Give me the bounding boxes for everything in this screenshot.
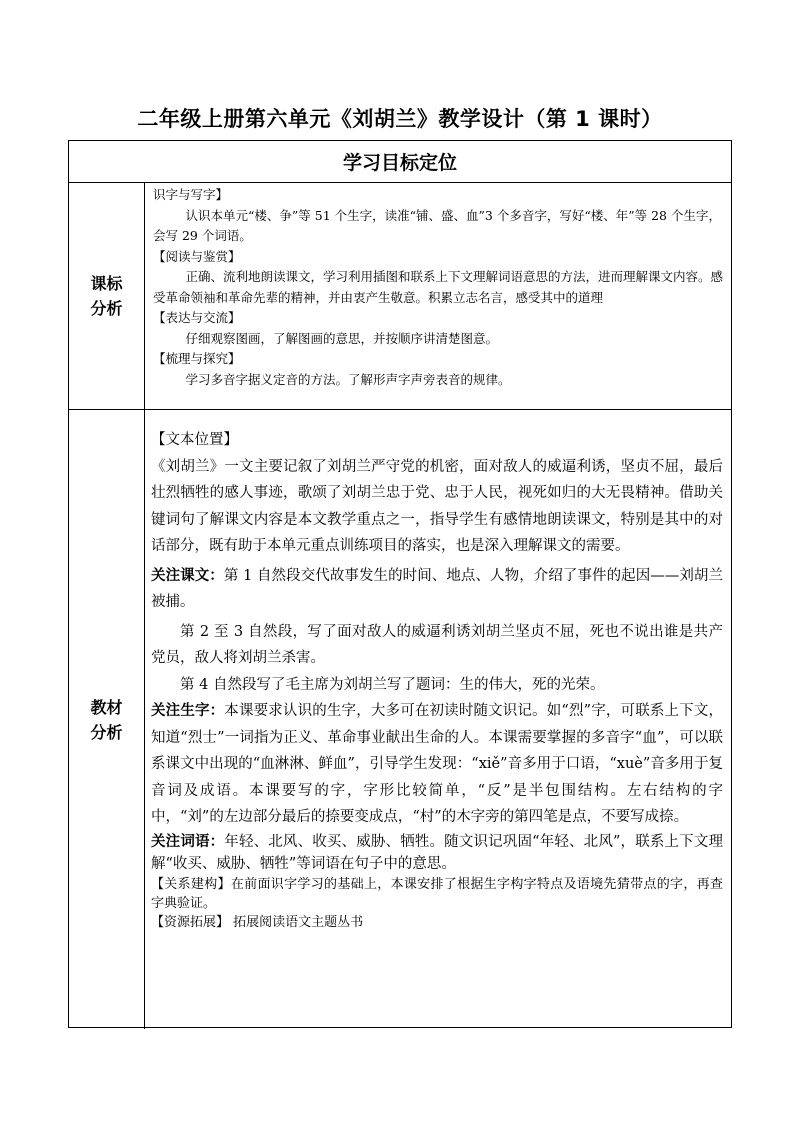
focus-text-paragraph: 关注课文：第 1 自然段交代故事发生的时间、地点、人物，介绍了事件的起因——刘胡兰被捕。 <box>151 567 723 610</box>
material-content-cell <box>145 410 731 1029</box>
reading-text: 正确、流利地朗读课文，学习利用插图和联系上下文理解词语意思的方法，进而理解课文内容。感受革命领袖和革命先辈的精神，并由衷产生敬意。积累立志名言，感受其中的道理 <box>153 269 724 305</box>
text-position-paragraph: 《刘胡兰》一文主要记叙了刘胡兰严守党的机密，面对敌人的威逼利诱，坚贞不屈，最后壮烈牺牲的感人事迹，歌颂了刘胡兰忠于党、忠于人民，视死如归的大无畏精神。借助关键词句了解课文内容是本文教学重点之一，指导学生有感情地朗读课文，特别是其中的对话部分，既有助于本单元重点训练项目的落实，也是深入理解课文的需要。 <box>151 458 723 554</box>
expression-text: 仔细观察图画，了解图画的意思，并按顺序讲清楚图意。 <box>185 330 499 346</box>
curriculum-label: 课标 分析 <box>90 274 123 318</box>
material-analysis-row <box>69 410 731 1029</box>
resource-paragraph: 【资源拓展】 拓展阅读语文主题丛书 <box>151 914 364 930</box>
document-title: 二年级上册第六单元《刘胡兰》教学设计（第 1 课时） <box>137 107 663 131</box>
curriculum-analysis-row <box>69 183 731 410</box>
inquiry-text: 学习多音字据义定音的方法。了解形声字声旁表音的规律。 <box>185 371 511 387</box>
curriculum-label-cell <box>69 183 145 409</box>
relation-paragraph: 【关系建构】在前面识字学习的基础上，本课安排了根据生字构字特点及语境先猜带点的字，再查字典验证。 <box>151 876 723 911</box>
expression-heading: 【表达与交流】 <box>153 310 241 325</box>
lesson-design-table <box>68 140 732 1028</box>
inquiry-heading: 【梳理与探究】 <box>153 351 241 366</box>
focus-chars-paragraph: 关注生字：本课要求认识的生字，大多可在初读时随文识记。如“烈”字，可联系上下文，知道“烈士”一词指为正义、革命事业献出生命的人。本课需要掌握的多音字“血”，可以联系课文中出现的“血淋淋、鲜血”，引导学生发现：“xiě”音多用于口语，“xuè”音多用于复音词及成语。本课要写的字，字形比较简单，“反”是半包围结构。左右结构的字中，“刘”的左边部分最后的捺要变成点，“村”的木字旁的第四笔是点，不要写成捺。 <box>151 703 724 825</box>
focus-text-paragraph-2: 第 2 至 3 自然段，写了面对敌人的威逼利诱刘胡兰坚贞不屈，死也不说出谁是共产党员，敌人将刘胡兰杀害。 <box>151 623 723 666</box>
curriculum-content-cell <box>145 183 731 409</box>
literacy-heading: 识字与写字】 <box>153 187 229 202</box>
material-label: 教材 分析 <box>90 697 123 742</box>
table-header: 学习目标定位 <box>69 141 731 183</box>
focus-text-paragraph-3: 第 4 自然段写了毛主席为刘胡兰写了题词：生的伟大，死的光荣。 <box>180 676 605 693</box>
reading-heading: 【阅读与鉴赏】 <box>153 248 241 264</box>
text-position-heading: 【文本位置】 <box>151 432 238 448</box>
material-label-cell <box>69 410 145 1029</box>
focus-words-paragraph: 关注词语：年轻、北风、收买、威胁、牺牲。随文识记巩固“年轻、北风”，联系上下文理解“收买、威胁、牺牲”等词语在句子中的意思。 <box>151 833 724 872</box>
literacy-text: 认识本单元“楼、争”等 51 个生字，读准“铺、盛、血”3 个多音字，写好“楼、年”等 28 个生字，会写 29 个词语。 <box>153 207 721 243</box>
